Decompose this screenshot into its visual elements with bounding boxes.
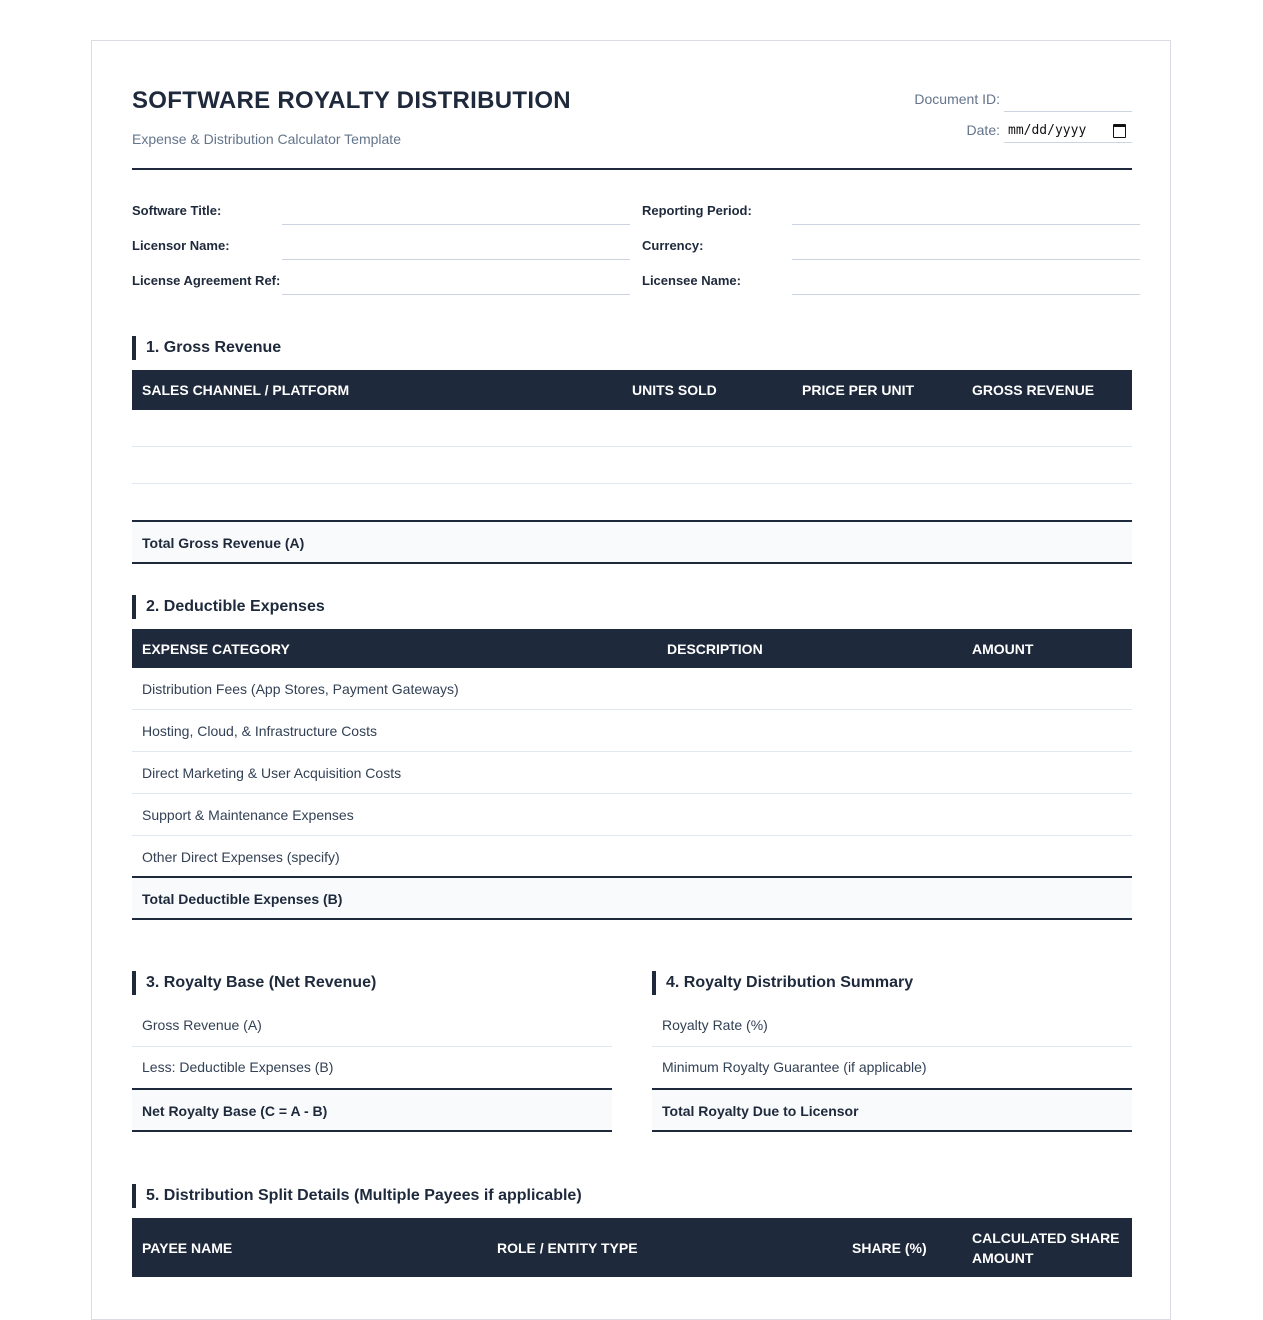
column-header: CALCULATED SHARE <box>972 1230 1120 1246</box>
total-gross-revenue-row <box>132 520 1132 564</box>
table-row[interactable] <box>132 1047 612 1089</box>
table-row[interactable] <box>652 1047 1132 1089</box>
currency-field <box>642 230 1140 260</box>
license-agreement-ref-label: License Agreement Ref: <box>132 273 281 288</box>
expense-category-cell: Hosting, Cloud, & Infrastructure Costs <box>142 723 377 739</box>
royalty-summary-row-label: Minimum Royalty Guarantee (if applicable) <box>662 1059 927 1075</box>
royalty-base-row-label: Less: Deductible Expenses (B) <box>142 1059 334 1075</box>
reporting-period-input[interactable] <box>792 194 1140 225</box>
table-row[interactable] <box>132 1005 612 1047</box>
expenses-table-header <box>132 629 1132 668</box>
table-row[interactable] <box>132 794 1132 836</box>
date-label: Date: <box>966 122 1000 138</box>
section-heading-distribution-split: 5. Distribution Split Details (Multiple Payees if applicable) <box>132 1184 582 1208</box>
currency-input[interactable] <box>792 229 1140 260</box>
column-header: EXPENSE CATEGORY <box>142 641 290 657</box>
table-row[interactable] <box>132 836 1132 878</box>
licensor-name-label: Licensor Name: <box>132 238 230 253</box>
table-row[interactable] <box>132 710 1132 752</box>
expense-category-cell: Other Direct Expenses (specify) <box>142 849 340 865</box>
reporting-period-field <box>642 195 1140 225</box>
document-meta <box>872 81 1132 143</box>
license-agreement-ref-field <box>132 265 630 295</box>
document-id-input[interactable] <box>1004 88 1132 112</box>
licensee-name-label: Licensee Name: <box>642 273 741 288</box>
document-id-label: Document ID: <box>914 91 1000 107</box>
currency-label: Currency: <box>642 238 704 253</box>
document-subtitle: Expense & Distribution Calculator Template <box>132 131 401 147</box>
total-gross-revenue-label: Total Gross Revenue (A) <box>142 535 305 551</box>
table-row[interactable] <box>652 1005 1132 1047</box>
total-deductible-expenses-row <box>132 876 1132 920</box>
licensor-name-input[interactable] <box>282 229 630 260</box>
column-header: SHARE (%) <box>852 1240 927 1256</box>
total-deductible-expenses-label: Total Deductible Expenses (B) <box>142 891 343 907</box>
table-row[interactable] <box>132 447 1132 484</box>
document-id-row <box>872 81 1132 112</box>
table-row[interactable] <box>132 484 1132 521</box>
table-row[interactable] <box>132 668 1132 710</box>
column-header: ROLE / ENTITY TYPE <box>497 1240 638 1256</box>
expense-category-cell: Support & Maintenance Expenses <box>142 807 354 823</box>
license-agreement-ref-input[interactable] <box>282 264 630 295</box>
expense-category-cell: Distribution Fees (App Stores, Payment Gateways) <box>142 681 459 697</box>
document-title: SOFTWARE ROYALTY DISTRIBUTION <box>132 87 571 114</box>
distribution-split-table-header <box>132 1218 1132 1277</box>
section-heading-deductible-expenses: 2. Deductible Expenses <box>132 595 325 619</box>
table-row[interactable] <box>132 752 1132 794</box>
net-royalty-base-label: Net Royalty Base (C = A - B) <box>142 1103 328 1119</box>
column-header: AMOUNT <box>972 1250 1034 1266</box>
date-placeholder: mm/dd/yyyy <box>1008 123 1087 138</box>
date-row <box>872 112 1132 143</box>
date-input[interactable] <box>1004 119 1132 143</box>
gross-revenue-table-header <box>132 370 1132 410</box>
document-sheet <box>91 40 1171 1320</box>
total-royalty-due-row <box>652 1088 1132 1132</box>
column-header: GROSS REVENUE <box>972 382 1095 398</box>
header-divider <box>132 168 1132 170</box>
total-royalty-due-label: Total Royalty Due to Licensor <box>662 1103 859 1119</box>
section-heading-royalty-base: 3. Royalty Base (Net Revenue) <box>132 971 376 995</box>
column-header: SALES CHANNEL / PLATFORM <box>142 382 350 398</box>
column-header: AMOUNT <box>972 641 1034 657</box>
column-header: PRICE PER UNIT <box>802 382 915 398</box>
licensor-name-field <box>132 230 630 260</box>
column-header: PAYEE NAME <box>142 1240 233 1256</box>
column-header: UNITS SOLD <box>632 382 717 398</box>
net-royalty-base-row <box>132 1088 612 1132</box>
table-row[interactable] <box>132 410 1132 447</box>
licensee-name-input[interactable] <box>792 264 1140 295</box>
software-title-input[interactable] <box>282 194 630 225</box>
reporting-period-label: Reporting Period: <box>642 203 752 218</box>
section-heading-royalty-summary: 4. Royalty Distribution Summary <box>652 971 913 995</box>
column-header: DESCRIPTION <box>667 641 763 657</box>
licensee-name-field <box>642 265 1140 295</box>
expense-category-cell: Direct Marketing & User Acquisition Costs <box>142 765 402 781</box>
software-title-field <box>132 195 630 225</box>
section-heading-gross-revenue: 1. Gross Revenue <box>132 336 281 360</box>
calendar-icon[interactable] <box>1113 124 1126 138</box>
software-title-label: Software Title: <box>132 203 222 218</box>
royalty-summary-row-label: Royalty Rate (%) <box>662 1017 768 1033</box>
royalty-base-row-label: Gross Revenue (A) <box>142 1017 262 1033</box>
